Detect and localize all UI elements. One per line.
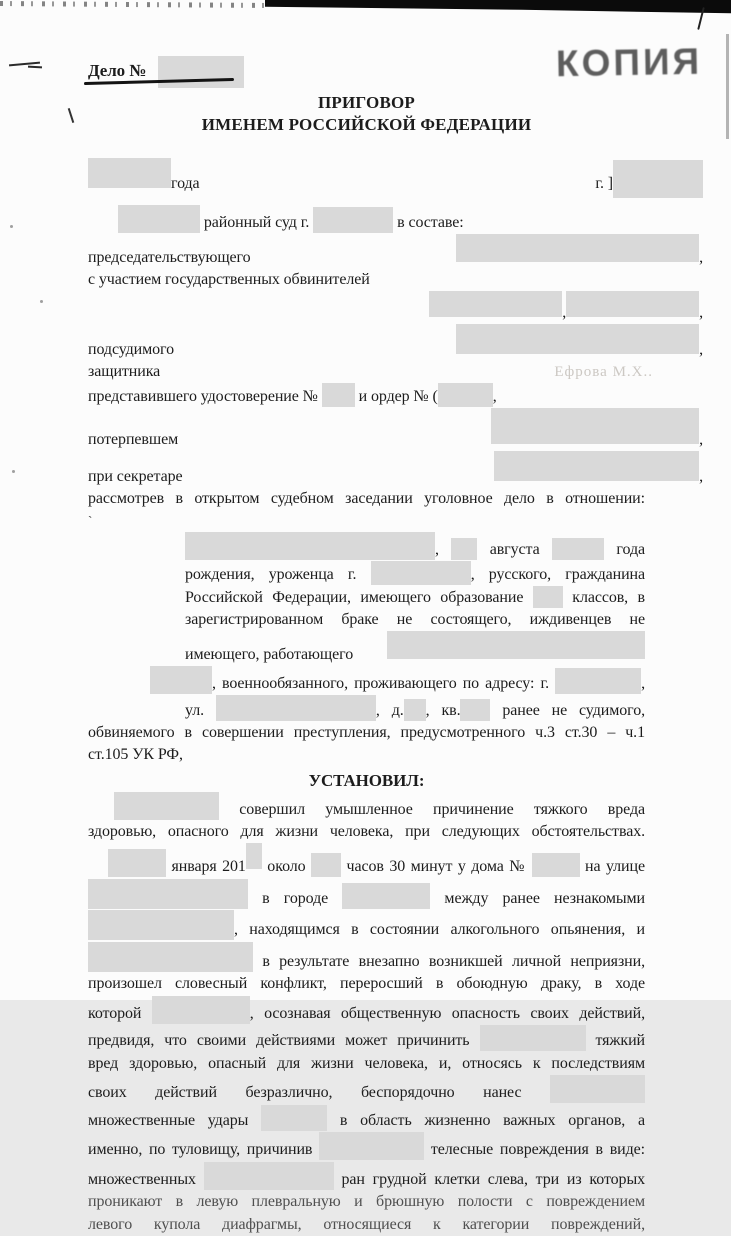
- redaction-box: [261, 1105, 327, 1131]
- text-segment: рождения, уроженца г.: [185, 566, 371, 583]
- redaction-box: [88, 910, 234, 940]
- redaction-box: [456, 324, 699, 354]
- text-line: [88, 269, 703, 291]
- text-segment: , находящимся в состоянии алкогольного опьянения, и: [234, 921, 645, 938]
- text-segment: и ордер № (: [355, 388, 438, 405]
- redaction-box: [246, 843, 262, 869]
- redaction-box: [491, 408, 699, 444]
- redaction-box: [555, 668, 641, 694]
- text-segment: между ранее незнакомыми: [430, 890, 645, 907]
- redaction-box: [438, 383, 493, 407]
- text-segment: подсудимого: [88, 339, 174, 361]
- text-line: [88, 1191, 645, 1214]
- text-segment: имеющего, работающего: [185, 644, 353, 666]
- text-line: [185, 609, 645, 631]
- text-segment: председательствующего: [88, 247, 251, 269]
- text-segment: в составе:: [393, 214, 463, 231]
- text-line: [88, 1132, 645, 1162]
- ustanovil-heading: УСТАНОВИЛ:: [88, 770, 645, 792]
- redaction-box: [494, 451, 699, 481]
- text-segment: зарегистрированном браке не состоящего, иждивенцев не: [185, 611, 645, 628]
- text-line: [150, 666, 645, 695]
- case-number-label: Дело №: [88, 61, 146, 81]
- redaction-box: [88, 158, 171, 188]
- text-segment: , кв.: [426, 702, 461, 719]
- text-segment: ,: [699, 302, 703, 324]
- text-line: [88, 451, 703, 488]
- text-line: [185, 631, 645, 666]
- text-line: [88, 1105, 645, 1133]
- text-line: [88, 792, 645, 821]
- text-segment: левого купола диафрагмы, относящиеся к категории повреждений,: [88, 1216, 645, 1233]
- court-composition-block: [88, 205, 708, 532]
- text-segment: проникают в левую плевральную и брюшную полости с повреждением: [88, 1193, 645, 1210]
- charge-block: [88, 722, 645, 766]
- text-segment: в городе: [248, 890, 342, 907]
- title-line-2: ИМЕНЕМ РОССИЙСКОЙ ФЕДЕРАЦИИ: [88, 114, 645, 136]
- redaction-box: [185, 532, 435, 560]
- text-segment: , осознавая общественную опасность своих действий,: [250, 1005, 645, 1022]
- text-line: [88, 1214, 645, 1236]
- text-line: [185, 586, 645, 609]
- text-segment: января 201: [166, 858, 246, 875]
- redaction-box: [150, 666, 212, 694]
- text-segment: телесные повреждения в виде:: [424, 1141, 645, 1158]
- text-segment: потерпевшем: [88, 429, 178, 451]
- text-segment: ,: [641, 675, 645, 692]
- text-line: [88, 942, 645, 974]
- title-line-1: ПРИГОВОР: [88, 92, 645, 114]
- text-segment: г. ]: [595, 173, 613, 195]
- text-line: [88, 744, 645, 766]
- text-segment: с участием государственных обвинителей: [88, 271, 370, 288]
- text-segment: множественные удары: [88, 1112, 261, 1129]
- text-line: [88, 1053, 645, 1076]
- text-segment: , русского, гражданина: [471, 566, 645, 583]
- text-line: [88, 205, 703, 234]
- redaction-box: [108, 849, 166, 877]
- text-segment: ,: [699, 247, 703, 269]
- faint-signature-text: Ефрова М.Х..: [554, 361, 653, 383]
- redaction-box: [552, 538, 604, 560]
- text-segment: при секретаре: [88, 466, 183, 488]
- text-line: [88, 722, 645, 744]
- text-segment: ,: [699, 429, 703, 451]
- date-city-row: [88, 150, 708, 195]
- redaction-box: [613, 160, 703, 198]
- redaction-box: [311, 853, 341, 877]
- redaction-box: [387, 631, 645, 659]
- text-segment: представившего удостоверение №: [88, 388, 322, 405]
- text-segment: в область жизненно важных органов, а: [327, 1112, 645, 1129]
- text-line: [88, 291, 703, 324]
- defendant-description-block: [185, 532, 645, 722]
- text-line: [88, 234, 703, 269]
- case-number-row: [88, 56, 708, 86]
- right-edge-scan-line: [726, 34, 729, 139]
- text-segment: часов 30 минут у дома №: [341, 858, 531, 875]
- text-segment: ,: [435, 541, 451, 558]
- text-segment: , д.: [376, 702, 404, 719]
- text-line: [185, 695, 645, 722]
- text-line: [88, 1075, 645, 1105]
- redaction-box: [158, 56, 244, 88]
- text-line: [88, 510, 708, 532]
- redaction-box: [88, 942, 253, 972]
- redaction-box: [460, 699, 490, 721]
- copy-stamp: КОПИЯ: [556, 41, 703, 86]
- left-margin-backslash-mark: [68, 108, 75, 123]
- scan-speck: [12, 470, 15, 473]
- redaction-box: [313, 207, 393, 233]
- redaction-box: [404, 699, 426, 721]
- text-segment: Российской Федерации, имеющего образование: [185, 589, 533, 606]
- text-segment: совершил умышленное причинение тяжкого вреда: [219, 801, 645, 818]
- redaction-box: [216, 695, 376, 721]
- redaction-box: [88, 879, 248, 909]
- text-line: [88, 1162, 645, 1192]
- text-segment: произошел словесный конфликт, переросший в обоюдную драку, в ходе: [88, 975, 645, 992]
- redaction-box: [429, 291, 562, 317]
- text-segment: множественных: [88, 1171, 204, 1188]
- redaction-box: [456, 234, 699, 262]
- text-segment: ,: [562, 302, 566, 324]
- text-line: [88, 361, 703, 383]
- text-line: [88, 879, 645, 911]
- text-segment: здоровью, опасного для жизни человека, при следующих обстоятельствах.: [88, 823, 645, 840]
- text-segment: года: [604, 541, 645, 558]
- text-line: [88, 383, 703, 408]
- text-segment: около: [262, 858, 311, 875]
- text-line: [88, 324, 703, 361]
- redaction-box: [550, 1075, 645, 1103]
- text-line: [185, 532, 645, 561]
- facts-paragraph-block: [88, 849, 645, 1236]
- text-line: [88, 150, 703, 195]
- text-segment: `: [88, 513, 92, 528]
- text-segment: рассмотрев в открытом судебном заседании уголовное дело в отношении:: [88, 490, 645, 507]
- text-line: [88, 1025, 645, 1053]
- top-edge-dark-band-artifact: [265, 0, 731, 14]
- redaction-box: [532, 853, 580, 877]
- findings-intro-block: [88, 792, 645, 843]
- redaction-box: [114, 792, 219, 820]
- top-edge-speckle-artifact: [0, 1, 270, 8]
- text-segment: ул.: [185, 702, 216, 719]
- redaction-box: [118, 205, 200, 233]
- text-segment: ,: [699, 466, 703, 488]
- text-line: [88, 821, 645, 843]
- top-left-dash-mark: [28, 66, 42, 69]
- text-segment: своих действий безразлично, беспорядочно нанес: [88, 1084, 550, 1101]
- text-segment: ,: [699, 339, 703, 361]
- document-content: [88, 56, 708, 1236]
- redaction-box: [533, 586, 563, 608]
- text-line: [88, 408, 703, 451]
- text-segment: тяжкий: [586, 1032, 646, 1049]
- text-line: [88, 973, 645, 996]
- text-segment: защитника: [88, 361, 160, 383]
- text-segment: ран грудной клетки слева, три из которых: [334, 1171, 645, 1188]
- text-segment: в результате внезапно возникшей личной неприязни,: [253, 953, 645, 970]
- redaction-box: [342, 883, 430, 909]
- text-segment: , военнообязанного, проживающего по адресу: г.: [212, 675, 555, 692]
- text-segment: классов, в: [563, 589, 645, 606]
- text-line: [88, 849, 645, 879]
- text-segment: ранее не судимого,: [490, 702, 645, 719]
- text-segment: ,: [493, 388, 497, 405]
- redaction-box: [480, 1025, 586, 1051]
- scan-speck: [10, 225, 13, 228]
- redaction-box: [451, 538, 477, 560]
- text-segment: на улице: [580, 858, 645, 875]
- text-segment: ст.105 УК РФ,: [88, 746, 183, 763]
- redaction-box: [204, 1162, 334, 1190]
- redaction-box: [152, 996, 250, 1024]
- text-segment: районный суд г.: [200, 214, 313, 231]
- text-segment: обвиняемого в совершении преступления, предусмотренного ч.3 ст.30 – ч.1: [88, 724, 645, 741]
- redaction-box: [371, 561, 471, 585]
- text-segment: августа: [477, 541, 552, 558]
- text-line: [185, 561, 645, 586]
- document-title: [88, 92, 645, 136]
- text-line: [88, 910, 645, 942]
- scan-speck: [40, 300, 43, 303]
- text-line: [88, 488, 645, 510]
- text-segment: которой: [88, 1005, 152, 1022]
- text-segment: года: [171, 173, 200, 195]
- text-segment: вред здоровью, опасный для жизни человека, и, относясь к последствиям: [88, 1055, 645, 1072]
- redaction-box: [566, 291, 699, 317]
- redaction-box: [322, 383, 355, 407]
- text-segment: именно, по туловищу, причинив: [88, 1141, 319, 1158]
- text-segment: предвидя, что своими действиями может причинить: [88, 1032, 480, 1049]
- text-line: [88, 996, 645, 1026]
- redaction-box: [319, 1132, 424, 1160]
